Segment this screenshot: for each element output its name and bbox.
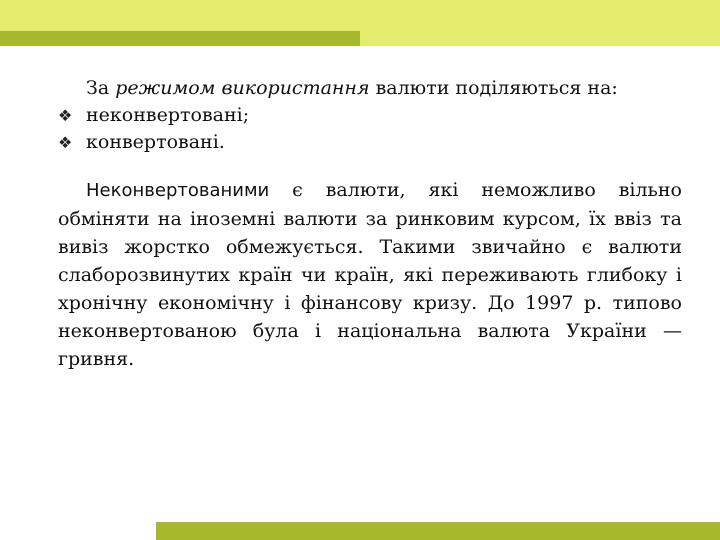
currency-type-list xyxy=(58,102,682,156)
intro-emphasis: режимом використання xyxy=(115,77,370,99)
intro-line xyxy=(86,74,682,102)
intro-prefix: За xyxy=(86,77,116,99)
diamond-bullet-icon: ❖ xyxy=(58,106,73,125)
definition-text: є валюти, які неможливо вільно обміняти на іноземні валюти за ринковим курсом, їх ввіз та вивіз жорстко обмежується. Такими звичайно є валюти слаборозвинутих країн чи країн, які переживають глибоку і хронічну економічну і фінансову кризу. До 1997 р. типово неконвертованою була і національна валюта України — гривня. xyxy=(58,179,682,370)
intro-suffix: валюти поділяються на: xyxy=(369,77,618,99)
defined-term: Неконвертованими xyxy=(86,180,270,201)
top-decor-bar xyxy=(0,31,360,46)
list-item-label: конвертовані. xyxy=(86,131,225,153)
diamond-bullet-icon: ❖ xyxy=(58,133,73,152)
list-item-label: неконвертовані; xyxy=(86,104,250,126)
list-item xyxy=(58,102,682,129)
definition-paragraph xyxy=(58,176,682,373)
bottom-decor-bar xyxy=(156,522,720,540)
list-item xyxy=(58,129,682,156)
slide-content xyxy=(58,74,682,373)
